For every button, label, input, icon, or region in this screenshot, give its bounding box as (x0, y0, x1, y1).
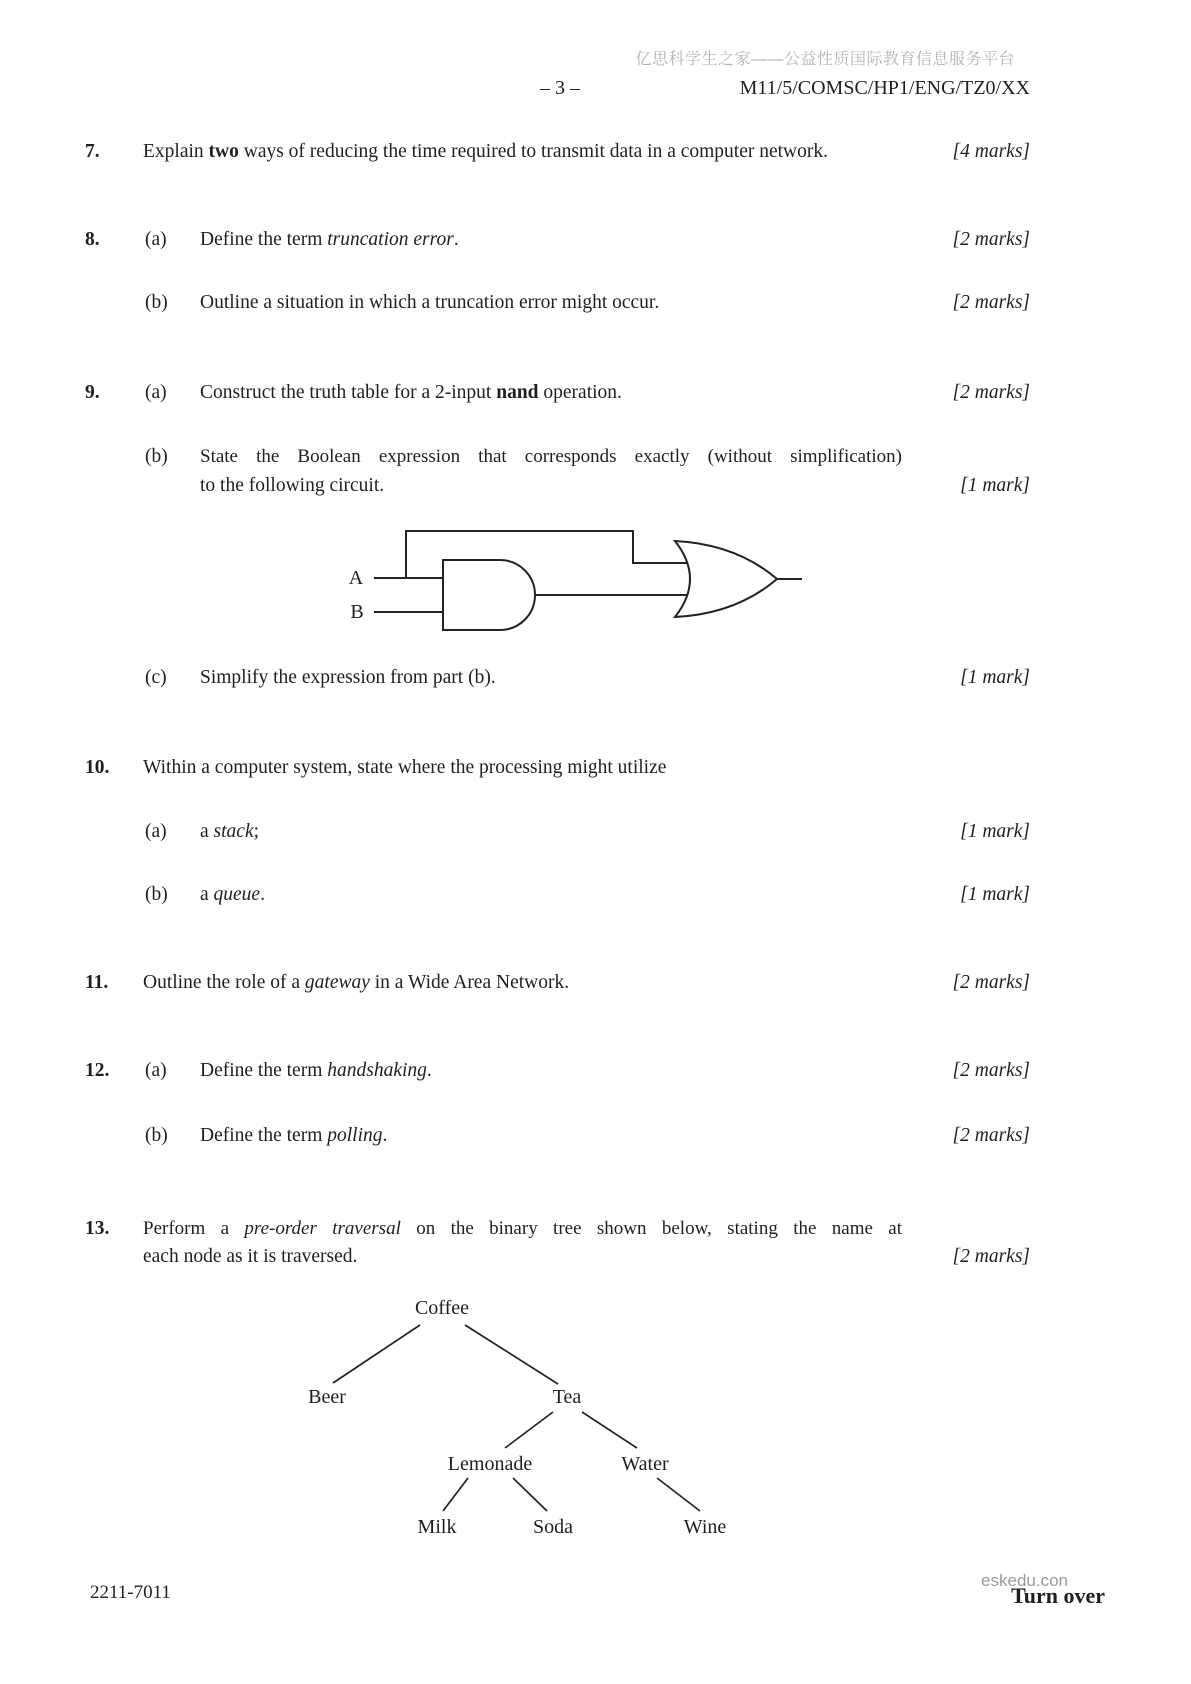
question-12b-marks: [2 marks] (952, 1125, 1030, 1146)
question-11-text-post: in a Wide Area Network. (369, 972, 570, 993)
question-9c-text: Simplify the expression from part (b). (200, 667, 496, 688)
question-10-text: Within a computer system, state where the processing might utilize (143, 757, 667, 778)
question-10a-text (200, 817, 259, 847)
question-9c-label: (c) (145, 667, 167, 688)
question-8b-label: (b) (145, 292, 168, 313)
question-8-number: 8. (85, 229, 100, 250)
question-10b-text-italic: queue (213, 884, 261, 905)
question-9b-label: (b) (145, 446, 168, 467)
and-gate-icon (443, 560, 535, 630)
question-12b-text-pre: Define the term (200, 1125, 328, 1146)
circuit-input-a-label: A (348, 567, 364, 589)
question-7-text-pre: Explain (143, 141, 209, 162)
tree-node-soda: Soda (533, 1516, 573, 1538)
question-8a-marks: [2 marks] (952, 229, 1030, 250)
question-8b-marks: [2 marks] (952, 292, 1030, 313)
question-10-number: 10. (85, 757, 110, 778)
question-10b-text (200, 880, 265, 910)
question-8a-text (200, 225, 459, 255)
question-10a-text-pre: a (200, 821, 214, 842)
question-10a (0, 817, 1191, 847)
footer-watermark: eskedu.con (981, 1571, 1068, 1590)
question-8b (0, 288, 1191, 318)
question-8a (0, 225, 1191, 255)
question-7 (0, 137, 1191, 167)
question-10a-text-post: ; (253, 821, 260, 842)
question-10b (0, 880, 1191, 910)
question-12a-marks: [2 marks] (952, 1060, 1030, 1081)
question-13-number: 13. (85, 1218, 110, 1239)
question-12b-text (200, 1121, 387, 1151)
question-8a-text-pre: Define the term (200, 229, 328, 250)
question-12b (0, 1121, 1191, 1151)
question-10b-text-pre: a (200, 884, 214, 905)
question-8a-label: (a) (145, 229, 167, 250)
question-11-text (143, 968, 569, 998)
question-12b-label: (b) (145, 1125, 168, 1146)
question-11-text-pre: Outline the role of a (143, 972, 305, 993)
question-10b-marks: [1 mark] (960, 884, 1030, 905)
question-13 (0, 1214, 1191, 1244)
logic-circuit-diagram (336, 515, 816, 645)
question-12a-text-pre: Define the term (200, 1060, 328, 1081)
question-10a-label: (a) (145, 821, 167, 842)
question-9a-text-post: operation. (538, 382, 622, 403)
edge-tea-water (582, 1412, 637, 1448)
question-9a-text-pre: Construct the truth table for a 2-input (200, 382, 497, 403)
question-9-number: 9. (85, 382, 100, 403)
question-7-text-bold: two (208, 141, 239, 162)
top-watermark: 亿思科学生之家——公益性质国际教育信息服务平台 (635, 51, 1015, 68)
question-7-text-post: ways of reducing the time required to transmit data in a computer network. (238, 141, 829, 162)
question-9a (0, 378, 1191, 408)
question-9a-text (200, 378, 622, 408)
or-gate-icon (675, 541, 777, 617)
tree-node-tea: Tea (552, 1386, 582, 1408)
edge-lemonade-soda (513, 1478, 547, 1511)
question-9b (0, 442, 1191, 472)
question-13-marks: [2 marks] (952, 1246, 1030, 1267)
question-9a-marks: [2 marks] (952, 382, 1030, 403)
paper-code: M11/5/COMSC/HP1/ENG/TZ0/XX (739, 77, 1030, 99)
question-12b-text-italic: polling (327, 1125, 383, 1146)
circuit-input-b-label: B (350, 601, 364, 623)
question-10a-text-italic: stack (213, 821, 254, 842)
question-11-text-italic: gateway (304, 972, 370, 993)
question-11-marks: [2 marks] (952, 972, 1030, 993)
page-number: – 3 – (540, 77, 580, 99)
question-9c (0, 663, 1191, 693)
question-13-line1 (143, 1214, 902, 1244)
question-9b-marks: [1 mark] (960, 475, 1030, 496)
tree-edges (280, 1280, 760, 1550)
question-11 (0, 968, 1191, 998)
tree-node-milk: Milk (417, 1516, 457, 1538)
question-12-number: 12. (85, 1060, 110, 1081)
question-9a-label: (a) (145, 382, 167, 403)
question-12a (0, 1056, 1191, 1086)
tree-node-wine: Wine (683, 1516, 727, 1538)
question-9b-cont (0, 471, 1191, 501)
edge-tea-lemonade (505, 1412, 553, 1448)
tree-node-coffee: Coffee (414, 1297, 470, 1319)
circuit-wires (336, 515, 816, 645)
question-12a-label: (a) (145, 1060, 167, 1081)
question-13-line1-italic: pre-order traversal (244, 1218, 401, 1239)
question-13-line1-post: on the binary tree shown below, stating the name at (400, 1218, 902, 1239)
question-10a-marks: [1 mark] (960, 821, 1030, 842)
question-10b-text-post: . (260, 884, 265, 905)
question-10b-label: (b) (145, 884, 168, 905)
edge-coffee-beer (333, 1325, 420, 1383)
question-13-cont (0, 1242, 1191, 1272)
question-7-number: 7. (85, 141, 100, 162)
question-12a-text (200, 1056, 432, 1086)
question-9a-text-bold: nand (496, 382, 539, 403)
question-12a-text-post: . (426, 1060, 432, 1081)
edge-water-wine (657, 1478, 700, 1511)
question-12b-text-post: . (382, 1125, 388, 1146)
question-8a-text-italic: truncation error (327, 229, 454, 250)
question-11-number: 11. (85, 972, 109, 993)
binary-tree-diagram (280, 1280, 760, 1550)
question-8a-text-post: . (453, 229, 459, 250)
question-10 (0, 753, 1191, 783)
question-9b-line2: to the following circuit. (200, 475, 385, 496)
tree-node-beer: Beer (308, 1386, 346, 1408)
question-7-marks: [4 marks] (952, 141, 1030, 162)
question-12a-text-italic: handshaking (327, 1060, 427, 1081)
question-9b-line1: State the Boolean expression that corresponds exactly (without simplification) (200, 446, 902, 467)
question-7-text (143, 137, 828, 167)
question-13-line2: each node as it is traversed. (143, 1246, 358, 1267)
tree-node-lemonade: Lemonade (447, 1453, 533, 1475)
question-13-line1-pre: Perform a (143, 1218, 245, 1239)
question-8b-text: Outline a situation in which a truncation error might occur. (200, 292, 660, 313)
edge-coffee-tea (465, 1325, 558, 1384)
turn-over-label: Turn over (1011, 1583, 1105, 1608)
edge-lemonade-milk (443, 1478, 468, 1511)
footer-paper-ref: 2211-7011 (90, 1582, 171, 1603)
question-9c-marks: [1 mark] (960, 667, 1030, 688)
tree-node-water: Water (621, 1453, 669, 1475)
